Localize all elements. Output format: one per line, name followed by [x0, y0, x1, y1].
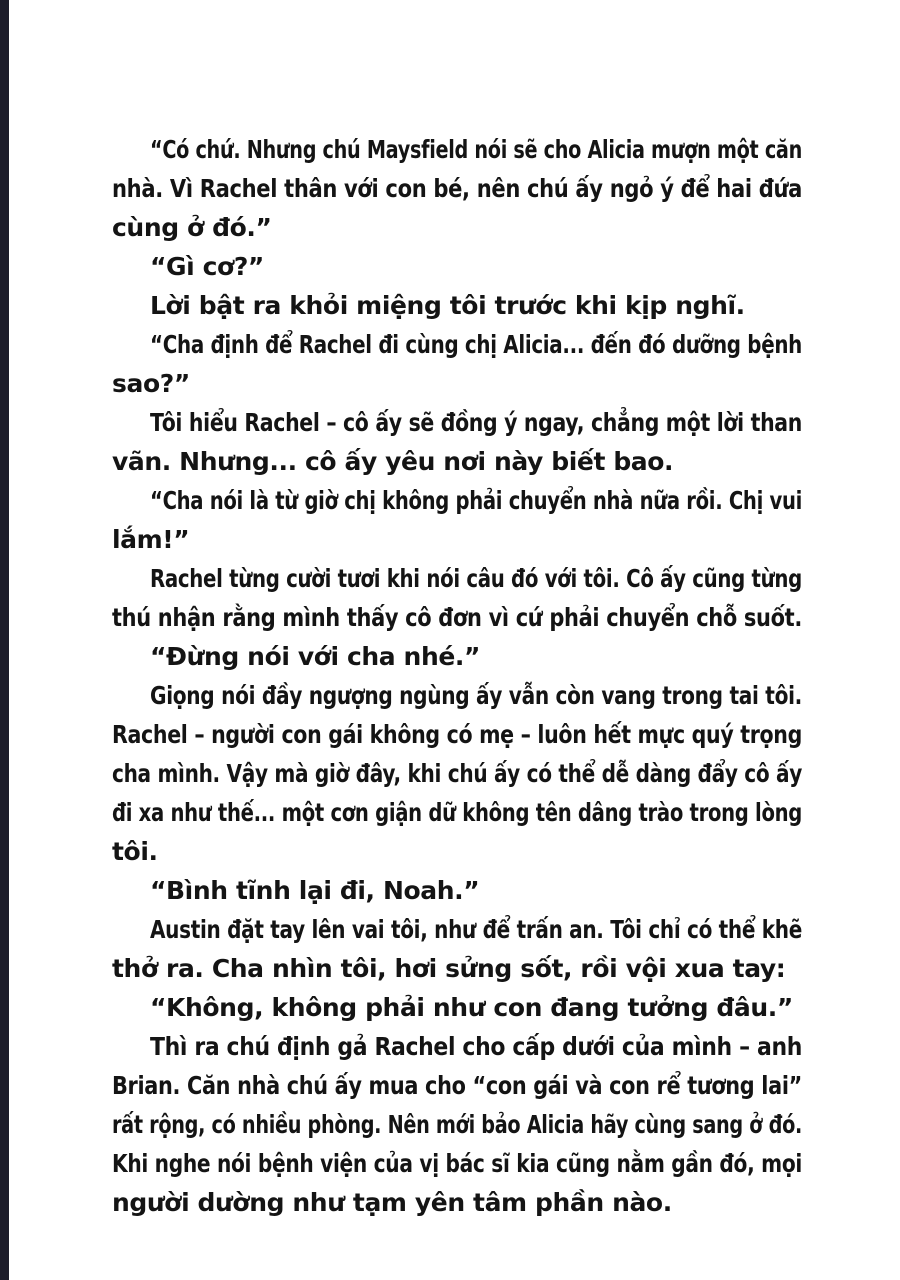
text-line: rất rộng, có nhiều phòng. Nên mới bảo Alicia hãy cùng sang ở đó. — [112, 1110, 802, 1139]
text-line: Khi nghe nói bệnh viện của vị bác sĩ kia cũng nằm gần đó, mọi — [112, 1149, 802, 1178]
text-line: Giọng nói đầy ngượng ngùng ấy vẫn còn vang trong tai tôi. — [150, 681, 802, 710]
page-edge — [0, 0, 9, 1280]
text-line: đi xa như thế... một cơn giận dữ không tên dâng trào trong lòng — [112, 798, 802, 827]
text-line: sao?” — [112, 369, 190, 398]
text-line: “Cha định để Rachel đi cùng chị Alicia... đến đó dưỡng bệnh — [150, 330, 802, 359]
text-line: thú nhận rằng mình thấy cô đơn vì cứ phải chuyển chỗ suốt. — [112, 603, 802, 632]
text-line: Tôi hiểu Rachel – cô ấy sẽ đồng ý ngay, chẳng một lời than — [150, 408, 802, 437]
text-line: vãn. Nhưng... cô ấy yêu nơi này biết bao. — [112, 447, 674, 476]
text-line: “Không, không phải như con đang tưởng đâu.” — [150, 993, 793, 1022]
text-line: “Cha nói là từ giờ chị không phải chuyển nhà nữa rồi. Chị vui — [150, 486, 802, 515]
text-line: Thì ra chú định gả Rachel cho cấp dưới của mình – anh — [150, 1032, 802, 1061]
text-line: “Đừng nói với cha nhé.” — [150, 642, 481, 671]
text-line: Rachel – người con gái không có mẹ – luôn hết mực quý trọng — [112, 720, 802, 749]
text-body — [112, 130, 802, 1222]
text-line: Austin đặt tay lên vai tôi, như để trấn an. Tôi chỉ có thể khẽ — [150, 915, 802, 944]
text-line: nhà. Vì Rachel thân với con bé, nên chú ấy ngỏ ý để hai đứa — [112, 174, 802, 203]
text-line: “Bình tĩnh lại đi, Noah.” — [150, 876, 480, 905]
text-line: tôi. — [112, 837, 158, 866]
text-line: lắm!” — [112, 525, 190, 554]
text-line: “Có chứ. Nhưng chú Maysfield nói sẽ cho Alicia mượn một căn — [150, 135, 802, 164]
text-line: người dường như tạm yên tâm phần nào. — [112, 1188, 672, 1217]
text-line: Lời bật ra khỏi miệng tôi trước khi kịp nghĩ. — [150, 291, 745, 320]
text-line: thở ra. Cha nhìn tôi, hơi sửng sốt, rồi vội xua tay: — [112, 954, 786, 983]
text-line: cha mình. Vậy mà giờ đây, khi chú ấy có thể dễ dàng đẩy cô ấy — [112, 759, 802, 788]
text-line: “Gì cơ?” — [150, 252, 264, 281]
text-line: Brian. Căn nhà chú ấy mua cho “con gái và con rể tương lai” — [112, 1071, 802, 1100]
text-line: cùng ở đó.” — [112, 213, 272, 242]
text-line: Rachel từng cười tươi khi nói câu đó với tôi. Cô ấy cũng từng — [150, 564, 802, 593]
